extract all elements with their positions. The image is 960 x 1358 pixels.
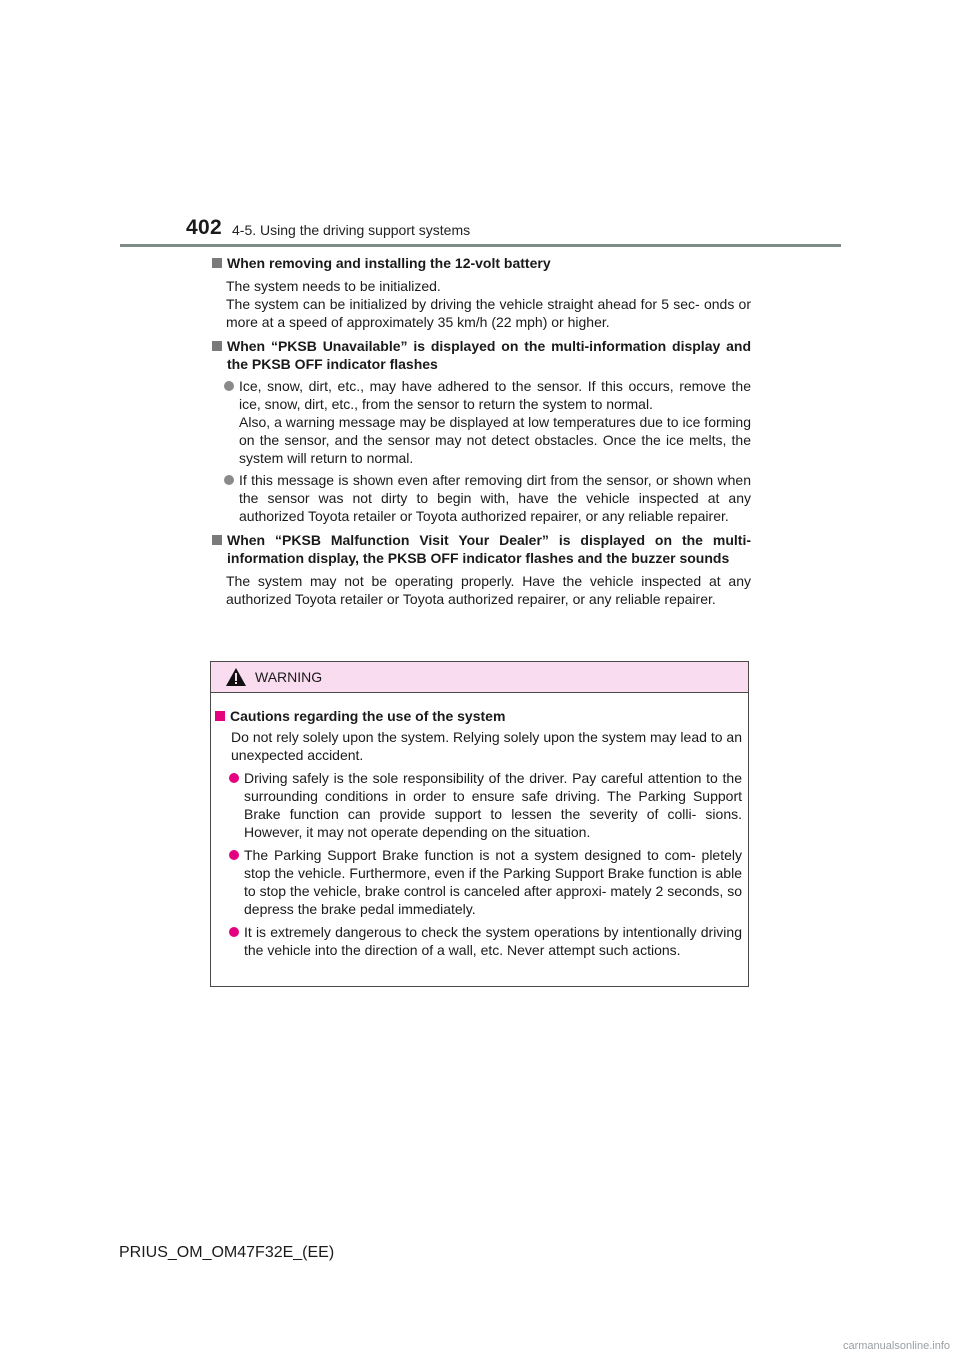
section-title: When “PKSB Unavailable” is displayed on the multi-information display and the PKSB OFF indicator flashes — [227, 338, 751, 372]
footer-doc-code: PRIUS_OM_OM47F32E_(EE) — [119, 1244, 335, 1261]
warning-box — [210, 661, 749, 987]
list-item — [224, 377, 751, 467]
warning-header — [211, 662, 748, 693]
warning-title: Cautions regarding the use of the system — [230, 708, 506, 724]
round-bullet-icon — [224, 381, 234, 391]
warning-list-item — [229, 769, 742, 841]
round-bullet-icon — [224, 475, 234, 485]
chapter-title: 4-5. Using the driving support systems — [232, 222, 471, 238]
warning-intro: Do not rely solely upon the system. Relying solely upon the system may lead to an unexpected accident. — [231, 729, 742, 763]
section-pksb-malfunction — [211, 531, 751, 608]
watermark: carmanualsonline.info — [842, 1340, 950, 1352]
section-title: When “PKSB Malfunction Visit Your Dealer” is displayed on the multi- information display, the PKSB OFF indicator flashes and the buzzer sounds — [227, 532, 751, 566]
square-bullet-icon — [212, 341, 222, 351]
page-number: 402 — [186, 216, 222, 239]
section-pksb-unavailable — [211, 337, 751, 525]
bullet-text: It is extremely dangerous to check the system operations by intentionally driving the vehicle into the direction of a wall, etc. Never attempt such actions. — [244, 924, 742, 958]
section-title: When removing and installing the 12-volt battery — [227, 255, 551, 271]
page-header — [186, 216, 846, 246]
round-bullet-icon — [229, 927, 239, 937]
list-item — [224, 471, 751, 525]
header-rule — [120, 244, 841, 247]
square-bullet-icon — [215, 711, 225, 721]
bullet-text: Also, a warning message may be displayed at low temperatures due to ice forming on the sensor, and the sensor may not detect obstacles. Once the ice melts, the system will return to normal. — [239, 414, 751, 466]
main-content — [211, 254, 751, 614]
paragraph: The system needs to be initialized. — [226, 278, 441, 294]
bullet-text: Ice, snow, dirt, etc., may have adhered to the sensor. If this occurs, remove the ice, snow, dirt, etc., from the sensor to return the system to normal. — [239, 378, 751, 412]
warning-body — [211, 707, 748, 959]
round-bullet-icon — [229, 773, 239, 783]
warning-list-item — [229, 923, 742, 959]
round-bullet-icon — [229, 850, 239, 860]
square-bullet-icon — [212, 258, 222, 268]
bullet-text: Driving safely is the sole responsibility of the driver. Pay careful attention to the surrounding conditions in order to ensure safe driving. The Parking Support Brake function can provide support to lessen the severity of colli- sions. However, it may not operate depending on the situation. — [244, 770, 742, 840]
bullet-text: The Parking Support Brake function is not a system designed to com- pletely stop the vehicle. Furthermore, even if the Parking Support Brake function is able to stop the vehicle, brake control is canceled after approxi- mately 2 seconds, so depress the brake pedal immediately. — [244, 847, 742, 917]
warning-triangle-icon — [225, 667, 247, 687]
warning-list-item — [229, 846, 742, 918]
paragraph: The system may not be operating properly. Have the vehicle inspected at any authorized Toyota retailer or Toyota authorized repairer, or any reliable repairer. — [226, 573, 751, 607]
section-battery — [211, 254, 751, 331]
warning-label: WARNING — [255, 669, 323, 685]
bullet-text: If this message is shown even after removing dirt from the sensor, or shown when the sensor was not dirty to begin with, have the vehicle inspected at any authorized Toyota retailer or Toyota authorized repairer, or any reliable repairer. — [239, 472, 751, 524]
square-bullet-icon — [212, 535, 222, 545]
paragraph: The system can be initialized by driving the vehicle straight ahead for 5 sec- onds or more at a speed of approximately 35 km/h (22 mph) or higher. — [226, 296, 751, 330]
